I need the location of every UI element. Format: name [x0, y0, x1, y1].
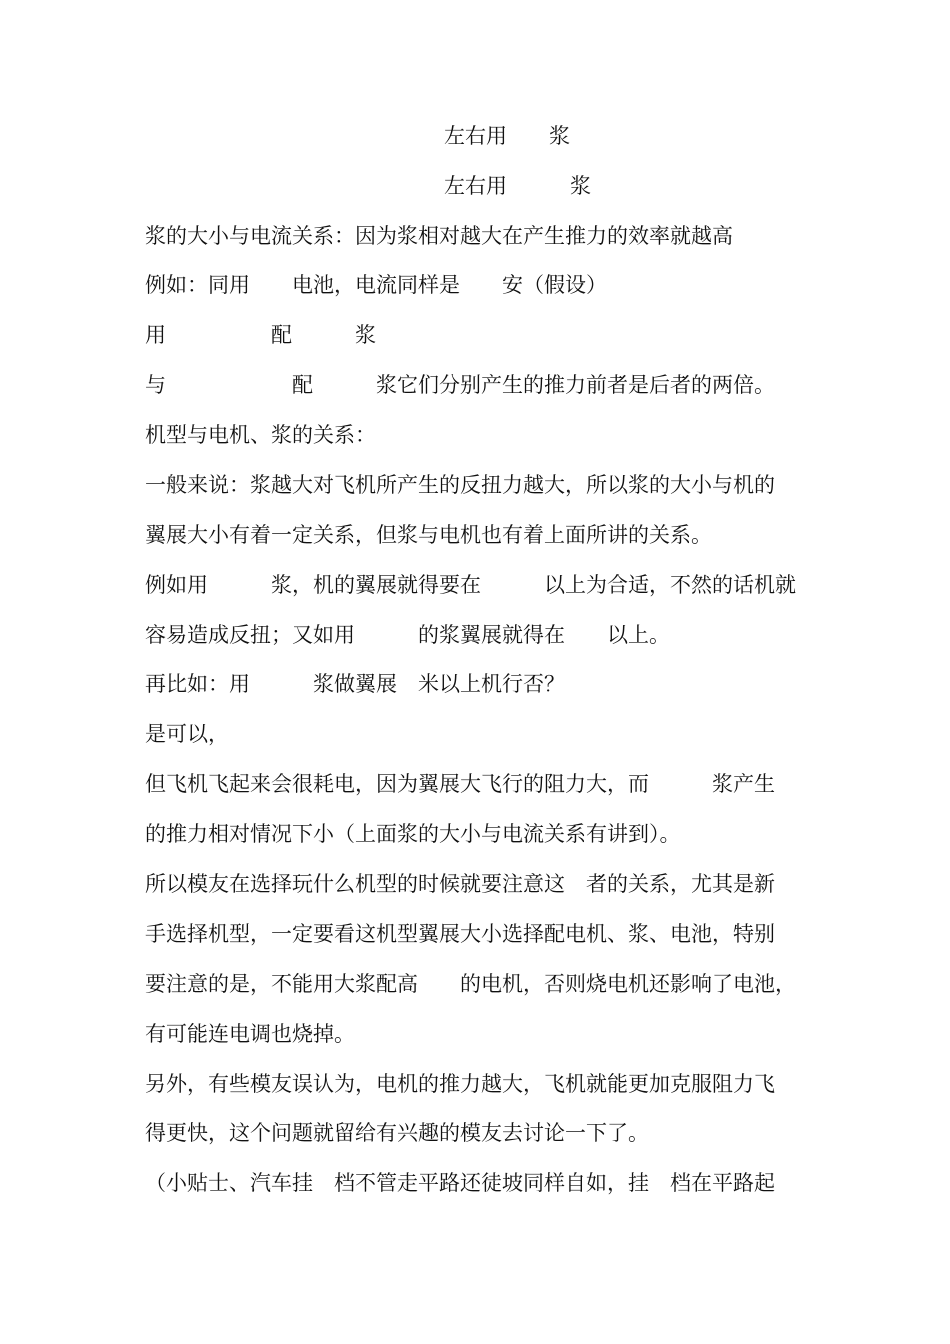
paragraph-line-12: 再比如：用 浆做翼展 米以上机行否？ — [145, 672, 565, 696]
paragraph-line-21: 得更快，这个问题就留给有兴趣的模友去讨论一下了。 — [145, 1121, 649, 1145]
centered-heading-line-2: 左右用 浆 — [444, 174, 591, 198]
centered-heading-line-1: 左右用 浆 — [444, 124, 570, 148]
paragraph-line-13: 是可以， — [145, 722, 229, 746]
paragraph-line-9: 翼展大小有着一定关系，但浆与电机也有着上面所讲的关系。 — [145, 523, 712, 547]
paragraph-line-15: 的推力相对情况下小（上面浆的大小与电流关系有讲到）。 — [145, 822, 681, 846]
paragraph-line-22: （小贴士、汽车挂 档不管走平路还徒坡同样自如，挂 档在平路起 — [145, 1171, 775, 1195]
paragraph-line-3: 浆的大小与电流关系：因为浆相对越大在产生推力的效率就越高 — [145, 224, 733, 248]
paragraph-line-7: 机型与电机、浆的关系： — [145, 423, 376, 447]
paragraph-line-6: 与 配 浆它们分别产生的推力前者是后者的两倍。 — [145, 373, 775, 397]
paragraph-line-4: 例如：同用 电池，电流同样是 安（假设） — [145, 273, 607, 297]
paragraph-line-16: 所以模友在选择玩什么机型的时候就要注意这 者的关系，尤其是新 — [145, 872, 775, 896]
paragraph-line-14: 但飞机飞起来会很耗电，因为翼展大飞行的阻力大，而 浆产生 — [145, 772, 775, 796]
paragraph-line-20: 另外，有些模友误认为，电机的推力越大，飞机就能更加克服阻力飞 — [145, 1072, 775, 1096]
paragraph-line-18: 要注意的是，不能用大浆配高 的电机，否则烧电机还影响了电池， — [145, 972, 796, 996]
paragraph-line-10: 例如用 浆，机的翼展就得要在 以上为合适，不然的话机就 — [145, 573, 796, 597]
paragraph-line-11: 容易造成反扭；又如用 的浆翼展就得在 以上。 — [145, 623, 670, 647]
paragraph-line-17: 手选择机型，一定要看这机型翼展大小选择配电机、浆、电池，特别 — [145, 922, 775, 946]
paragraph-line-19: 有可能连电调也烧掉。 — [145, 1022, 355, 1046]
paragraph-line-5: 用 配 浆 — [145, 323, 376, 347]
paragraph-line-8: 一般来说：浆越大对飞机所产生的反扭力越大，所以浆的大小与机的 — [145, 473, 775, 497]
